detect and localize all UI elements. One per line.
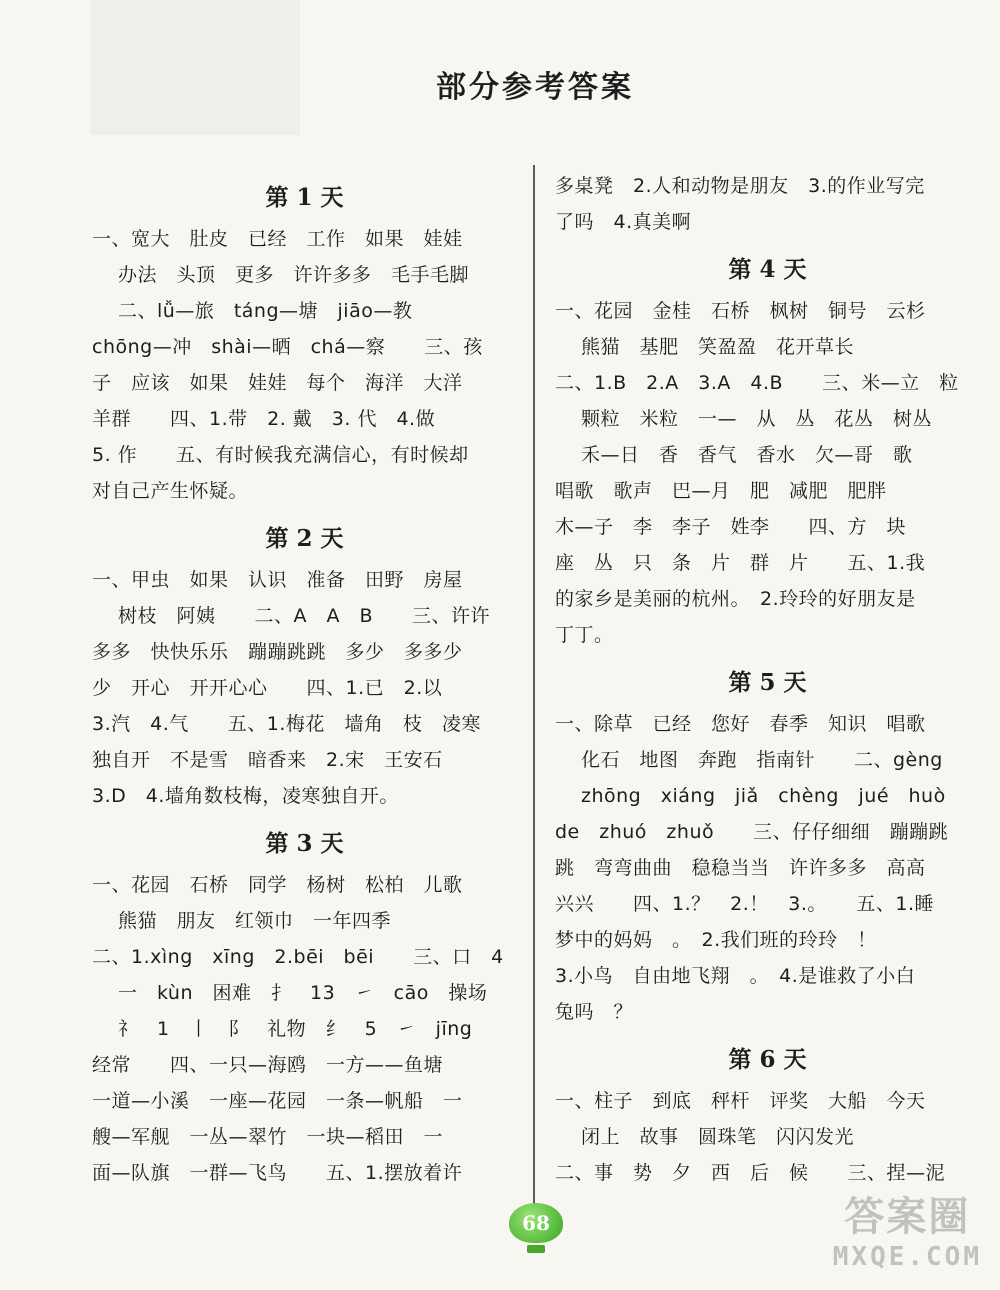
- answer-line: 礻 1 丨 阝 礼物 纟 5 ㇀ jīng: [118, 1018, 473, 1040]
- answer-line: 一 kùn 困难 扌 13 ㇀ cāo 操场: [118, 982, 488, 1004]
- answer-line: 一、除草 已经 您好 春季 知识 唱歌: [555, 713, 926, 735]
- answer-line: 座 丛 只 条 片 群 片 五、1.我: [555, 552, 926, 574]
- answer-line: 兴兴 四、1.？ 2.！ 3.。 五、1.睡: [555, 893, 935, 915]
- answer-line: 多多 快快乐乐 蹦蹦跳跳 多少 多多少: [92, 641, 463, 663]
- day-5-heading: 第 5 天: [728, 669, 807, 696]
- day-4-heading: 第 4 天: [728, 256, 807, 283]
- answer-line: 一、甲虫 如果 认识 准备 田野 房屋: [92, 569, 463, 591]
- watermark: [833, 1185, 982, 1272]
- day-6-heading: 第 6 天: [728, 1046, 807, 1073]
- answer-line: 丁丁。: [555, 624, 614, 646]
- answer-line: 办法 头顶 更多 许许多多 毛手毛脚: [118, 264, 470, 286]
- answer-line: 子 应该 如果 娃娃 每个 海洋 大洋: [92, 372, 463, 394]
- answer-line: 闭上 故事 圆珠笔 闪闪发光: [581, 1126, 855, 1148]
- answer-line: 二、1.B 2.A 3.A 4.B 三、米—立 粒: [555, 372, 959, 394]
- answer-line: 经常 四、一只—海鸥 一方——鱼塘: [92, 1054, 444, 1076]
- watermark-logo-text: 答案圈: [844, 1194, 971, 1240]
- answer-line: 一、花园 石桥 同学 杨树 松柏 儿歌: [92, 874, 463, 896]
- answer-line: de zhuó zhuǒ 三、仔仔细细 蹦蹦跳: [555, 821, 949, 843]
- answer-line: 独自开 不是雪 暗香来 2.宋 王安石: [92, 749, 443, 771]
- answer-line: 一、柱子 到底 秤杆 评奖 大船 今天: [555, 1090, 926, 1112]
- answer-line: 3.D 4.墙角数枝梅，凌寒独自开。: [92, 785, 399, 807]
- right-column: [555, 168, 980, 1191]
- answer-line: 二、事 势 夕 西 后 候 三、捏—泥: [555, 1162, 946, 1184]
- day-3-heading: 第 3 天: [265, 830, 344, 857]
- answer-line: 一、宽大 肚皮 已经 工作 如果 娃娃: [92, 228, 463, 250]
- answer-line: 对自己产生怀疑。: [92, 480, 249, 502]
- answer-line: 熊猫 基肥 笑盈盈 花开草长: [581, 336, 855, 358]
- day-1-heading: 第 1 天: [265, 184, 344, 211]
- answer-line: zhōng xiáng jiǎ chèng jué huò: [581, 785, 946, 807]
- answer-line: 梦中的妈妈 。 2.我们班的玲玲 ！: [555, 929, 877, 951]
- answer-line: 面—队旗 一群—飞鸟 五、1.摆放着许: [92, 1162, 463, 1184]
- answer-line: 3.小鸟 自由地飞翔 。 4.是谁救了小白: [555, 965, 916, 987]
- answer-line: 唱歌 歌声 巴—月 肥 减肥 肥胖: [555, 480, 887, 502]
- watermark-url: MXQE.COM: [832, 1242, 982, 1272]
- answer-line: 艘—军舰 一丛—翠竹 一块—稻田 一: [92, 1126, 444, 1148]
- page-title: 部分参考答案: [436, 70, 634, 105]
- answer-line: 3.汽 4.气 五、1.梅花 墙角 枝 凌寒: [92, 713, 481, 735]
- answer-line: 多桌凳 2.人和动物是朋友 3.的作业写完: [555, 175, 925, 197]
- left-column: [92, 168, 517, 1191]
- answer-line: 颗粒 米粒 一— 从 丛 花丛 树丛: [581, 408, 933, 430]
- answer-line: 少 开心 开开心心 四、1.已 2.以: [92, 677, 443, 699]
- answer-line: 5. 作 五、有时候我充满信心，有时候却: [92, 444, 469, 466]
- answer-line: 一、花园 金桂 石桥 枫树 铜号 云杉: [555, 300, 926, 322]
- answer-line: 一道—小溪 一座—花园 一条—帆船 一: [92, 1090, 463, 1112]
- answer-line: 树枝 阿姨 二、A A B 三、许许: [118, 605, 491, 627]
- answer-line: 化石 地图 奔跑 指南针 二、gèng: [581, 749, 943, 771]
- column-divider: [533, 165, 535, 1205]
- answer-line: 禾—日 香 香气 香水 欠—哥 歌: [581, 444, 913, 466]
- answer-line: 木—子 李 李子 姓李 四、方 块: [555, 516, 907, 538]
- page-number-badge: 68: [509, 1203, 563, 1243]
- answer-line: 二、1.xìng xīng 2.bēi bēi 三、口 4: [92, 946, 504, 968]
- answer-line: 二、lǚ—旅 táng—塘 jiāo—教: [118, 300, 413, 322]
- answer-line: 了吗 4.真美啊: [555, 211, 692, 233]
- answer-line: 跳 弯弯曲曲 稳稳当当 许许多多 高高: [555, 857, 926, 879]
- day-2-heading: 第 2 天: [265, 525, 344, 552]
- answer-line: chōng—冲 shài—晒 chá—察 三、孩: [92, 336, 483, 358]
- answer-line: 兔吗 ？: [555, 1001, 634, 1023]
- answer-line: 的家乡是美丽的杭州。 2.玲玲的好朋友是: [555, 588, 916, 610]
- answer-line: 羊群 四、1.带 2. 戴 3. 代 4.做: [92, 408, 436, 430]
- answer-line: 熊猫 朋友 红领巾 一年四季: [118, 910, 392, 932]
